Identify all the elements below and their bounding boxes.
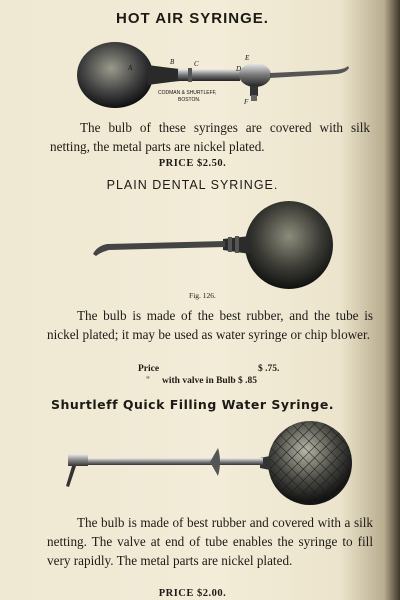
hot-air-syringe-description: The bulb of these syringes are covered with silk netting, the metal parts are nickel plated. xyxy=(50,120,370,154)
nozzle-tube xyxy=(178,69,240,81)
price-valve-value: $ .85 xyxy=(238,376,258,386)
hot-air-syringe-illustration xyxy=(70,40,360,115)
nozzle-tube xyxy=(93,241,225,256)
maker-line-2: BOSTON. xyxy=(178,97,201,103)
heating-chamber xyxy=(239,63,271,87)
rubber-bulb xyxy=(77,42,153,108)
water-syringe-price: PRICE $2.00. xyxy=(158,588,227,599)
end-valve xyxy=(68,454,88,466)
water-syringe-illustration xyxy=(60,418,360,510)
ditto-mark: " xyxy=(146,376,150,386)
hot-air-syringe-title: HOT AIR SYRINGE. xyxy=(116,10,269,27)
silk-netting xyxy=(268,421,352,505)
rubber-bulb xyxy=(245,201,333,289)
price-label: Price xyxy=(138,364,160,374)
price-valve-label: with valve in Bulb xyxy=(162,376,236,386)
syringe-tip xyxy=(270,66,349,78)
price-line-2 xyxy=(146,376,320,386)
label-e: E xyxy=(245,54,250,62)
water-syringe-description: The bulb is made of best rubber and covered with a silk netting. The valve at end of tube enables the syringe to fill very rapidly. The metal parts are nickel plated. xyxy=(47,515,373,568)
label-f: F xyxy=(244,98,249,106)
hot-air-syringe-price: PRICE $2.50. xyxy=(158,158,227,169)
water-syringe-title: Shurtleff Quick Filling Water Syringe. xyxy=(50,397,335,412)
nozzle-tube xyxy=(85,458,263,465)
plain-dental-syringe-title: PLAIN DENTAL SYRINGE. xyxy=(106,178,279,192)
price-line-1 xyxy=(138,364,298,374)
valve-disc xyxy=(210,448,220,476)
label-c: C xyxy=(194,60,199,68)
price-value: $ .75. xyxy=(258,364,280,374)
label-d: D xyxy=(236,65,242,73)
figure-caption: Fig. 126. xyxy=(189,291,216,300)
label-b: B xyxy=(170,58,175,66)
plain-dental-syringe-illustration xyxy=(85,198,345,290)
label-a: A xyxy=(128,64,133,72)
maker-line-1: CODMAN & SHURTLEFF, xyxy=(158,90,217,96)
plain-dental-syringe-description: The bulb is made of the best rubber, and the tube is nickel plated; it may be used as water syringe or chip blower. xyxy=(47,308,373,342)
